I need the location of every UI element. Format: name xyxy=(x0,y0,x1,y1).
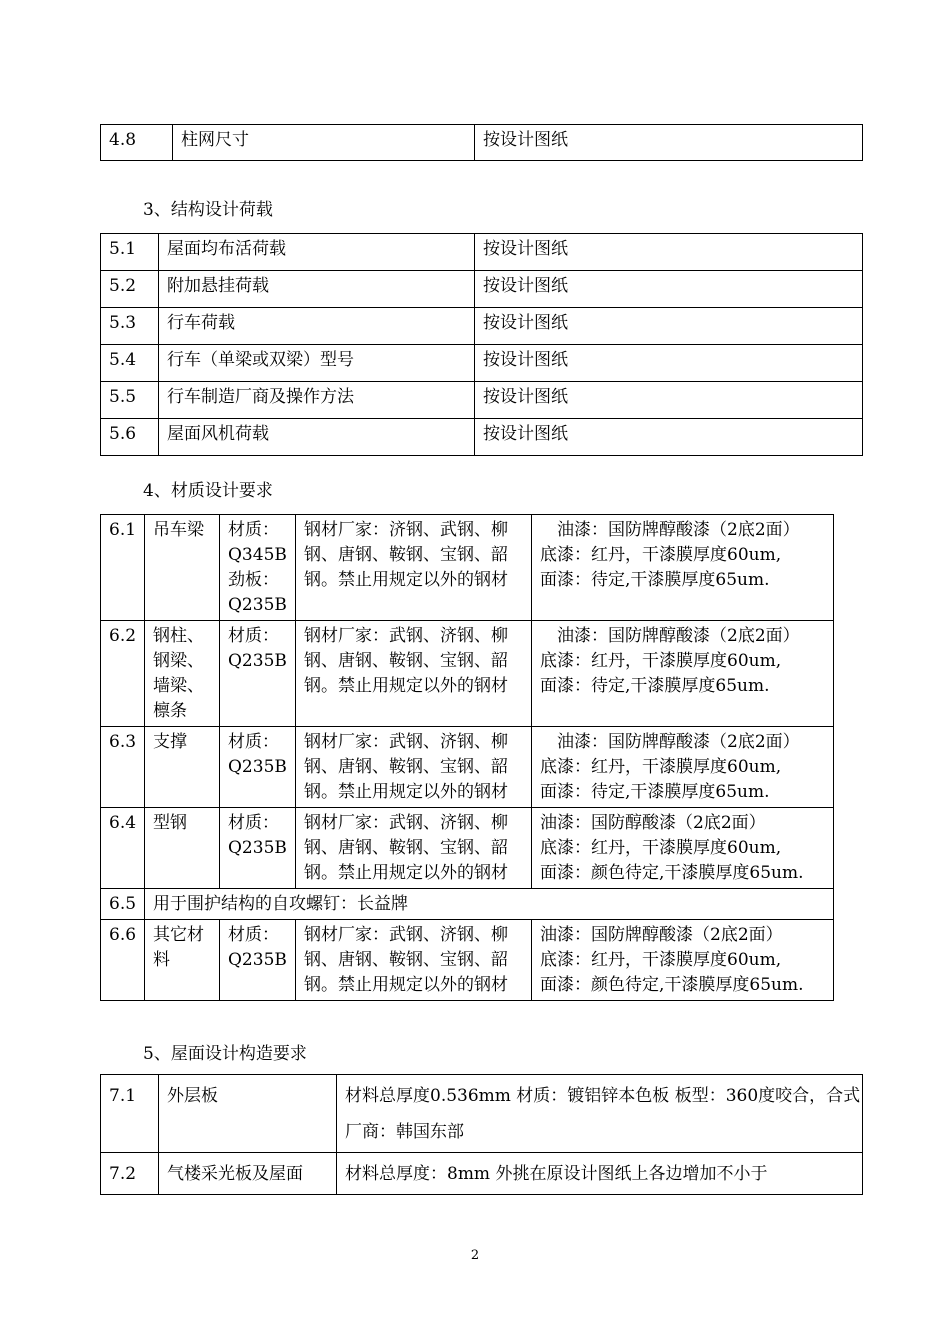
materials-table xyxy=(100,514,834,1001)
row-item: 行车荷载 xyxy=(159,308,475,345)
table-row xyxy=(101,382,863,419)
row-maker: 钢材厂家：武钢、济钢、柳钢、唐钢、鞍钢、宝钢、韶钢。禁止用规定以外的钢材 xyxy=(296,621,532,727)
table-row xyxy=(101,1075,863,1153)
row-number: 7.1 xyxy=(101,1075,159,1153)
row-paint: 油漆：国防牌醇酸漆（2底2面） 底漆：红丹，干漆膜厚度60um, 面漆：待定,干漆膜厚度65um. xyxy=(532,621,834,727)
row-number: 6.5 xyxy=(101,889,145,920)
row-number: 6.6 xyxy=(101,920,145,1001)
design-loads-table xyxy=(100,233,863,456)
row-number: 7.2 xyxy=(101,1153,159,1195)
row-value: 按设计图纸 xyxy=(475,382,863,419)
row-maker: 钢材厂家：武钢、济钢、柳钢、唐钢、鞍钢、宝钢、韶钢。禁止用规定以外的钢材 xyxy=(296,808,532,889)
table-row xyxy=(101,889,834,920)
row-item: 外层板 xyxy=(159,1075,337,1153)
row-item: 气楼采光板及屋面 xyxy=(159,1153,337,1195)
row-material: 材质：Q235B xyxy=(220,920,296,1001)
row-item: 支撑 xyxy=(145,727,220,808)
row-number: 6.2 xyxy=(101,621,145,727)
table-row xyxy=(101,727,834,808)
row-value: 材料总厚度0.536mm 材质：镀铝锌本色板 板型：360度咬合，合式 厂商：韩国东部 xyxy=(337,1075,863,1153)
row-material: 材质：Q235B xyxy=(220,621,296,727)
row-maker: 钢材厂家：武钢、济钢、柳钢、唐钢、鞍钢、宝钢、韶钢。禁止用规定以外的钢材 xyxy=(296,727,532,808)
column-grid-table xyxy=(100,124,863,161)
row-number: 6.4 xyxy=(101,808,145,889)
roof-construction-table xyxy=(100,1074,863,1195)
row-value: 按设计图纸 xyxy=(475,419,863,456)
row-material: 材质：Q235B xyxy=(220,808,296,889)
row-item: 屋面风机荷载 xyxy=(159,419,475,456)
table-row xyxy=(101,125,863,161)
section-heading-loads: 3、结构设计荷载 xyxy=(143,200,273,220)
section-heading-materials: 4、材质设计要求 xyxy=(143,481,273,501)
row-item: 型钢 xyxy=(145,808,220,889)
page-number: 2 xyxy=(470,1248,480,1263)
row-value: 按设计图纸 xyxy=(475,234,863,271)
row-value: 按设计图纸 xyxy=(475,345,863,382)
row-value: 材料总厚度：8mm 外挑在原设计图纸上各边增加不小于 xyxy=(337,1153,863,1195)
row-item: 屋面均布活荷载 xyxy=(159,234,475,271)
row-item: 钢柱、钢梁、墙梁、檩条 xyxy=(145,621,220,727)
table-row xyxy=(101,515,834,621)
row-maker: 钢材厂家：济钢、武钢、柳钢、唐钢、鞍钢、宝钢、韶钢。禁止用规定以外的钢材 xyxy=(296,515,532,621)
row-material: 材质：Q235B xyxy=(220,727,296,808)
row-number: 5.6 xyxy=(101,419,159,456)
table-row xyxy=(101,621,834,727)
row-item: 吊车梁 xyxy=(145,515,220,621)
row-text: 用于围护结构的自攻螺钉：长益牌 xyxy=(145,889,834,920)
row-number: 4.8 xyxy=(101,125,173,161)
table-row xyxy=(101,920,834,1001)
row-paint: 油漆：国防牌醇酸漆（2底2面） 底漆：红丹，干漆膜厚度60um, 面漆：待定,干漆膜厚度65um. xyxy=(532,515,834,621)
row-number: 6.1 xyxy=(101,515,145,621)
table-row xyxy=(101,419,863,456)
row-item: 行车制造厂商及操作方法 xyxy=(159,382,475,419)
row-paint: 油漆：国防牌醇酸漆（2底2面） 底漆：红丹，干漆膜厚度60um, 面漆：待定,干漆膜厚度65um. xyxy=(532,727,834,808)
table-row xyxy=(101,271,863,308)
section-heading-roof: 5、屋面设计构造要求 xyxy=(143,1044,307,1064)
row-item: 柱网尺寸 xyxy=(173,125,475,161)
row-number: 5.3 xyxy=(101,308,159,345)
row-paint: 油漆：国防醇酸漆（2底2面） 底漆：红丹，干漆膜厚度60um, 面漆：颜色待定,干漆膜厚度65um. xyxy=(532,808,834,889)
table-row xyxy=(101,1153,863,1195)
row-number: 5.4 xyxy=(101,345,159,382)
row-item: 行车（单梁或双梁）型号 xyxy=(159,345,475,382)
row-value: 按设计图纸 xyxy=(475,271,863,308)
table-row xyxy=(101,308,863,345)
row-number: 5.1 xyxy=(101,234,159,271)
row-value: 按设计图纸 xyxy=(475,308,863,345)
row-item: 附加悬挂荷载 xyxy=(159,271,475,308)
row-item: 其它材料 xyxy=(145,920,220,1001)
row-number: 5.5 xyxy=(101,382,159,419)
table-row xyxy=(101,808,834,889)
table-row xyxy=(101,234,863,271)
table-row xyxy=(101,345,863,382)
row-maker: 钢材厂家：武钢、济钢、柳钢、唐钢、鞍钢、宝钢、韶钢。禁止用规定以外的钢材 xyxy=(296,920,532,1001)
row-number: 6.3 xyxy=(101,727,145,808)
row-number: 5.2 xyxy=(101,271,159,308)
row-value: 按设计图纸 xyxy=(475,125,863,161)
row-paint: 油漆：国防牌醇酸漆（2底2面） 底漆：红丹，干漆膜厚度60um, 面漆：颜色待定,干漆膜厚度65um. xyxy=(532,920,834,1001)
row-material: 材质：Q345B劲板：Q235B xyxy=(220,515,296,621)
